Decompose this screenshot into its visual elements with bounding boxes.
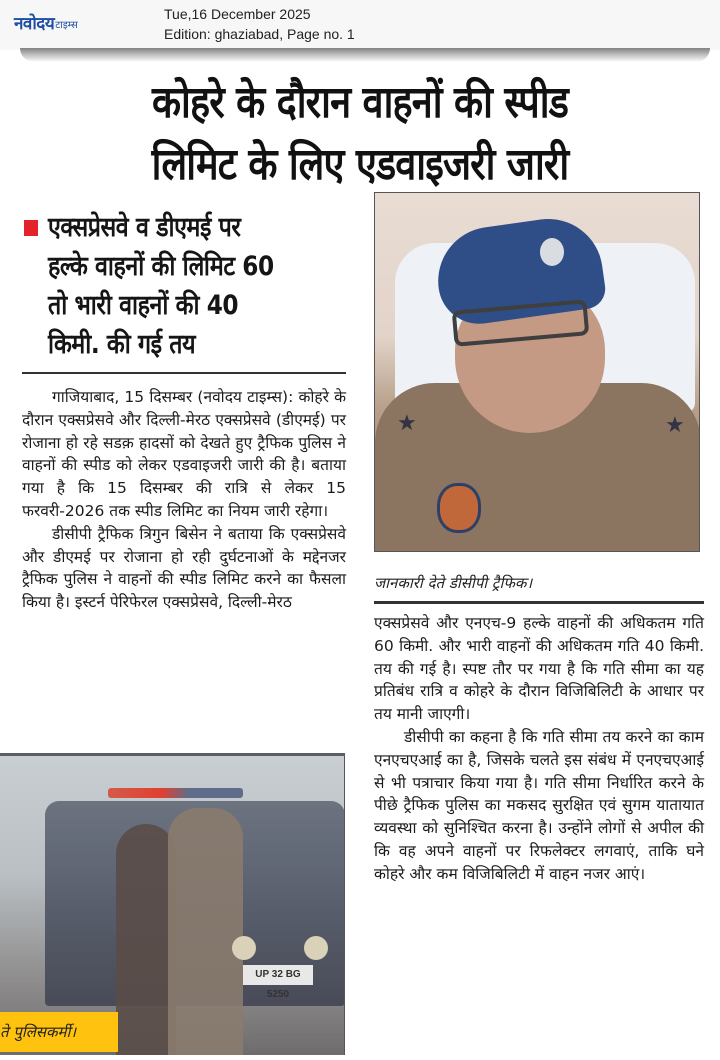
subheading-line-4: किमी. की गई तय [48,329,196,360]
subheading-line-1: एक्सप्रेसवे व डीएमई पर [48,212,241,243]
police-person-1 [116,824,176,1055]
subheading-line-2: हल्के वाहनों की लिमिट 60 [48,251,274,282]
rank-star-icon: ★ [397,411,417,436]
body-paragraph: डीसीपी का कहना है कि गति सीमा तय करने का काम एनएचएआई का है, जिसके चलते इस संबंध में एनएचएआई से भी पत्राचार किया गया है। गति सीमा निर्धारित करने के पीछे ट्रैफिक पुलिस का मकसद सुरक्षित एवं सुगम यातायात व्यवस्था को सुनिश्चित करना है। उन्होंने लोगों से अपील की कि वह अपने वाहनों पर रिफलेक्टर लगवाएं, ताकि घने कोहरे और कम विजिबिलिटी में वाहन नजर आएं। [374,727,704,883]
article-body-right [374,612,704,886]
article-body-left [22,386,346,614]
rank-star-icon: ★ [665,413,685,438]
logo-sub-text: टाइम्स [55,20,78,31]
cap-badge-icon [540,238,564,266]
fog-photo-caption [0,1012,118,1052]
headlight [304,936,328,960]
article-headline [50,72,669,196]
body-paragraph: डीसीपी ट्रैफिक त्रिगुन बिसेन ने बताया कि एक्सप्रेसवे और डीएमई पर रोजाना हो रही दुर्घटनाओं के मद्देनजर ट्रैफिक पुलिस ने वाहनों की स्पीड लिमिट करने का फैसला किया है। इस्टर्न पेरिफेरल एक्सप्रेसवे, दिल्ली-मेरठ [22,524,346,612]
fog-caption-text: ते पुलिसकर्मी। [0,1023,77,1041]
publish-date: Tue,16 December 2025 [164,6,311,22]
police-person-2 [168,808,243,1055]
body-paragraph: एक्सप्रेसवे और एनएच-9 हल्के वाहनों की अधिकतम गति 60 किमी. और भारी वाहनों की अधिकतम गति 40 किमी. तय की गई है। स्पष्ट तौर पर गया है कि गति सीमा का यह प्रतिबंध रात्रि व कोहरे के दौरान विजिबिलिटी के आधार पर तय मानी जाएगी। [374,614,704,724]
license-plate: UP 32 BG 5250 [243,965,313,985]
edition-meta [164,4,355,44]
police-emblem-icon [437,483,481,533]
headlight [232,936,256,960]
subheading-divider [22,372,346,374]
edition-info: Edition: ghaziabad, Page no. 1 [164,26,355,42]
logo-main-text: नवोदय [14,14,55,34]
officer-photo-caption: जानकारी देते डीसीपी ट्रैफिक। [374,574,533,592]
officer-photo[interactable] [374,192,700,552]
bullet-square-icon [24,220,38,236]
newspaper-logo[interactable] [14,10,78,34]
subheading-line-3: तो भारी वाहनों की 40 [48,290,239,321]
headline-line-1: कोहरे के दौरान वाहनों की स्पीड [151,77,569,128]
subheading-text [48,208,323,364]
body-paragraph: गाजियाबाद, 15 दिसम्बर (नवोदय टाइम्स): कोहरे के दौरान एक्सप्रेसवे और दिल्ली-मेरठ एक्सप्रेसवे (डीएमई) पर रोजाना हो रहे सडक़ हादसों को देखते हुए ट्रैफिक पुलिस ने वाहनों की स्पीड को लेकर एडवाइजरी जारी की है। बताया गया है कि 15 दिसम्बर की रात्रि से लेकर 15 फरवरी-2026 तक स्पीड लिमिट का नियम जारी रहेगा। [22,388,346,520]
caption-divider [374,601,704,604]
siren-light [108,788,243,798]
headline-line-2: लिमिट के लिए एडवाइजरी जारी [151,139,569,190]
page-header [0,0,720,50]
fog-police-photo[interactable] [0,753,345,1055]
header-shadow [20,48,710,62]
